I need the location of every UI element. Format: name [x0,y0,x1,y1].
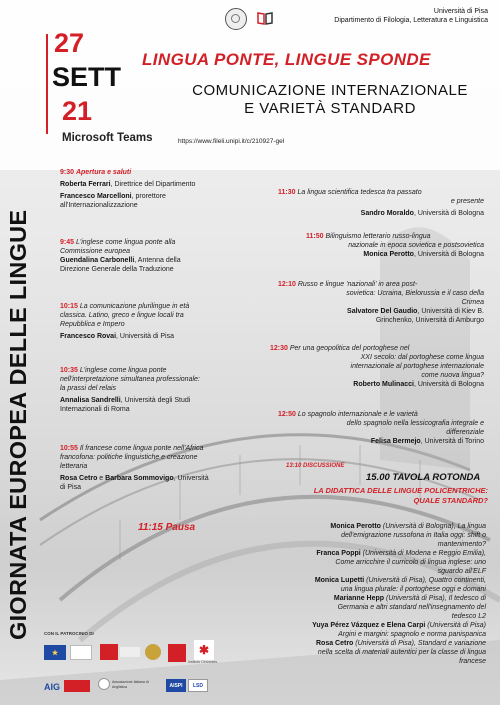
university-name: Università di Pisa [433,8,488,15]
session-time: 12:30 [270,345,288,352]
session-talk [60,366,278,414]
lsd-logo: LSD [188,679,208,692]
talk-title: Crimea [461,299,484,306]
break-label: 11:15 Pausa [138,522,196,533]
talk-title: Commissione europea [60,248,131,255]
speaker-affiliation: di Pisa [60,484,82,491]
speaker-affiliation: , Direttrice del Dipartimento [110,181,196,188]
speaker-name: Franca Poppi [316,550,361,557]
speaker-name: Rosa Cetro [60,475,98,482]
session-talk [278,232,484,259]
crest-icon [145,644,161,660]
speaker-affiliation: , Università [173,475,209,482]
talk-title: L'inglese come lingua ponte alla [75,239,176,246]
accent-bar [46,34,48,134]
session-time: 12:50 [278,411,296,418]
talk-title: XXI secolo: dal portoghese come lingua [360,354,484,361]
session-time: 12:10 [278,281,296,288]
talk-title: e presente [450,198,484,205]
panelist-talk: tedesco L2 [451,613,486,620]
platform-label: Microsoft Teams [62,132,153,144]
session-opening [60,168,275,210]
discussion-label [286,461,344,471]
speaker-name: Salvatore Del Gaudio [347,308,418,315]
session-time: 9:30 [60,169,75,176]
event-subtitle [170,82,490,118]
session-talk [278,280,484,325]
date-day: 27 [54,28,85,58]
panelist-talk: Argini e margini: spagnolo e norma panispanica [338,631,486,638]
speaker-affiliation: all'Internazionalizzazione [60,202,138,209]
talk-title: internazionale al portoghese internazionale [350,363,484,370]
speaker-name: Marianne Hepp [333,595,385,602]
speaker-name: Roberto Mulinacci [353,381,414,388]
speaker-name: Monica Lupetti [314,577,365,584]
talk-title: la prassi del relais [60,385,117,392]
talk-title: sovietica: Ucraina, Bielorussia e il caso della [346,290,484,297]
talk-title: dello spagnolo nella lessicografia integrale e [346,420,484,427]
conjunction: e [97,475,106,482]
round-table-panelists [228,522,486,666]
panelist-talk: (Università di Pisa), Quattro continenti, [364,577,486,584]
talk-title: Bilinguismo letterario russo-lingua [325,233,431,240]
panelist-talk: francese [459,658,486,665]
round-table-title [290,486,488,506]
discussion-text: 13:10 DISCUSSIONE [286,463,345,469]
session-talk [60,302,275,341]
round-table-title-line: QUALE STANDARD? [413,496,488,505]
talk-title: Lo spagnolo internazionale e le varietà [297,411,418,418]
partner-logo-icon [100,644,118,660]
talk-title: nell'interpretazione simultanea professionale: [60,376,200,383]
speaker-name: Guendalina Carbonelli [60,257,135,264]
partner-logo-icon [120,647,140,657]
round-table-label: 15.00 TAVOLA ROTONDA [366,472,481,483]
panelist-talk: dell'emigrazione russofona in Italia oggi: shift o [341,532,486,539]
session-talk [60,444,278,492]
university-seal-icon [225,8,247,30]
speaker-name: Yuya Pérez Vázquez e Elena Carpi [312,622,426,629]
speaker-name: Barbara Sommovigo [105,475,174,482]
partner-logo-icon [70,645,92,660]
talk-title: francofona: politiche linguistiche e creazione [60,454,198,461]
aispi-logo: AISPI [166,679,186,692]
speaker-name: Felisa Bermejo [370,438,421,445]
speaker-name: Francesco Marcelloni [60,193,132,200]
talk-title: Russo e lingue 'nazionali' in area post- [297,281,418,288]
partner-logo-icon [64,680,90,692]
speaker-name: Sandro Moraldo [360,210,414,217]
header-text [278,7,488,25]
speaker-affiliation: Grinchenko, Università di Amburgo [375,317,484,324]
talk-title: La comunicazione plurilingue in età [79,303,190,310]
cervantes-logo-icon: ✱ [194,640,214,660]
panelist-talk: Come arricchire il curricolo di lingua inglese: uno [335,559,486,566]
talk-title: L'inglese come lingua ponte [79,367,167,374]
speaker-affiliation: , Università degli Studi [120,397,191,404]
session-time: 10:35 [60,367,78,374]
anglistica-label: Associazione Italiana di Anglistica [112,680,149,689]
speaker-affiliation: Direzione Generale della Traduzione [60,266,174,273]
speaker-affiliation: , Università di Bologna [413,381,484,388]
speaker-name: Rosa Cetro [315,640,354,647]
panelist-talk: sguardo all'ELF [437,568,486,575]
subtitle-line-2: E VARIETÀ STANDARD [244,100,416,117]
panelist-talk: (Università di Bologna), La lingua [380,523,486,530]
partner-logo-icon [168,644,186,662]
talk-title: nazionale in epoca sovietica e postsovietica [348,242,484,249]
event-title: LINGUA PONTE, LINGUE SPONDE [142,50,431,69]
speaker-name: Francesco Rovai [60,333,117,340]
subtitle-line-1: COMUNICAZIONE INTERNAZIONALE [192,82,468,99]
panelist-talk: (Università di Pisa), Standard e variazione [353,640,486,647]
talk-title: come nuova lingua? [421,372,484,379]
session-time: 10:15 [60,303,78,310]
eu-flag-icon: ★ [44,645,66,660]
date-year: 21 [62,96,93,126]
round-table-title-line: LA DIDATTICA DELLE LINGUE POLICENTRICHE: [313,486,488,495]
speaker-name: Annalisa Sandrelli [60,397,121,404]
speaker-affiliation: , Università di Pisa [116,333,174,340]
session-time: 11:50 [306,233,324,240]
panelist-talk: una lingua plurale: il portoghese oggi e domani [340,586,486,593]
speaker-affiliation: , Università di Bologna [413,251,484,258]
talk-title: differenziale [446,429,484,436]
speaker-affiliation: , Università di Kiev B. [417,308,484,315]
panelist-talk: (Università di Pisa) [425,622,486,629]
talk-title: Per una geopolitica del portoghese nel [289,345,410,352]
panelist-talk: (Università di Modena e Reggio Emilia), [360,550,486,557]
session-time: 11:30 [278,189,296,196]
session-talk [278,410,484,446]
panelist-talk: mantenimento? [437,541,486,548]
talk-title: classica. Latino, greco e lingue locali tra [60,312,184,319]
department-name: Dipartimento di Filologia, Letteratura e Linguistica [334,17,488,24]
speaker-affiliation: , Università di Bologna [413,210,484,217]
speaker-affiliation: , Antenna della [134,257,181,264]
session-talk [60,238,275,274]
speaker-name: Roberta Ferrari [60,181,111,188]
panelist-talk: (Università di Pisa), Il tedesco di [384,595,486,602]
session-talk [278,188,484,218]
aig-logo: AIG [44,682,61,692]
talk-title: letteraria [60,463,88,470]
talk-title: Repubblica e Impero [60,321,125,328]
book-logo-icon [256,9,274,27]
talk-title: Il francese come lingua ponte nell'Africa [79,445,204,452]
panelist-talk: Germania e altri standard nell'insegnamento del [337,604,486,611]
meeting-link[interactable]: https://www.fileli.unipi.it/c/210927-gel [178,138,285,145]
session-talk [270,344,484,389]
session-time: 9:45 [60,239,75,246]
talk-title: La lingua scientifica tedesca tra passato [297,189,422,196]
vertical-event-title: GIORNATA EUROPEA DELLE LINGUE [5,209,31,640]
anglistica-logo-icon [98,678,110,690]
speaker-affiliation: , prorettore [131,193,166,200]
session-title: Apertura e saluti [75,169,132,176]
panelist-talk: nella scelta di materiali autentici per la classe di lingua [317,649,486,656]
cervantes-label: Instituto Cervantes [188,660,218,664]
speaker-affiliation: , Università di Torino [420,438,484,445]
speaker-affiliation: Internazionali di Roma [60,406,130,413]
speaker-name: Monica Perotto [330,523,381,530]
speaker-name: Monica Perotto [363,251,414,258]
date-month: SETT [52,62,122,92]
session-time: 10:55 [60,445,78,452]
patronage-label: CON IL PATROCINIO DI [44,631,94,636]
